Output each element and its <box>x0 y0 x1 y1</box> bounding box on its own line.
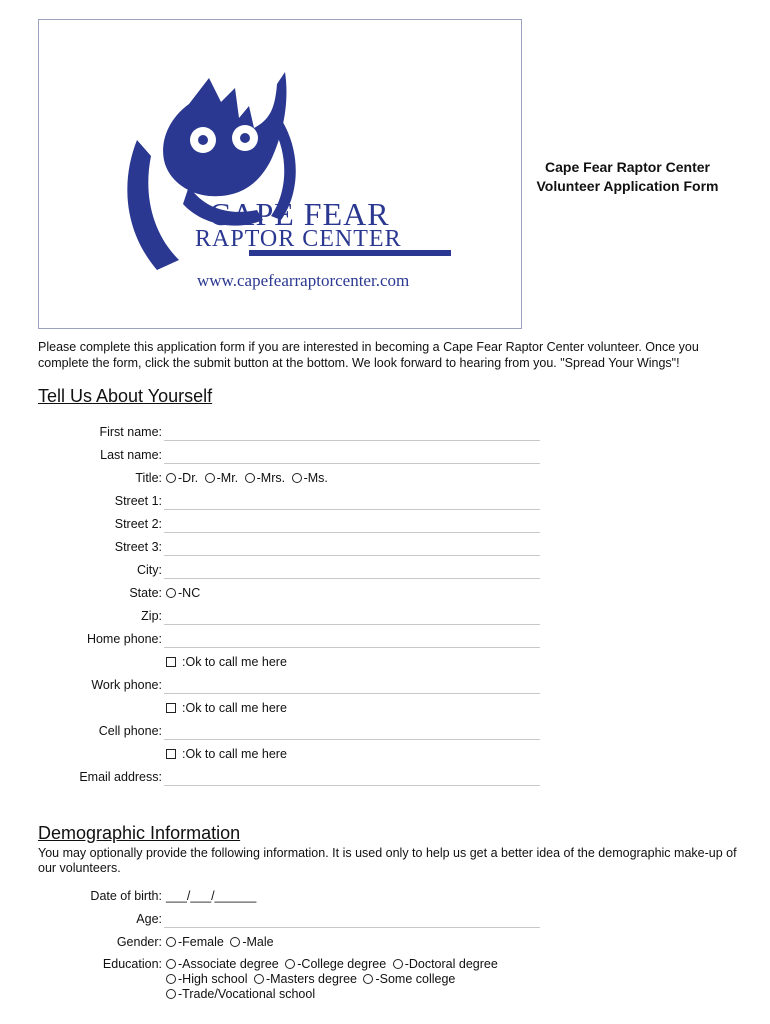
title-option-mrs[interactable]: -Mrs. <box>245 471 285 485</box>
checkbox-icon <box>166 749 176 759</box>
radio-icon <box>166 959 176 969</box>
first-name-row <box>0 423 770 445</box>
logo-url: www.capefearraptorcenter.com <box>197 271 410 290</box>
dob-row <box>0 887 770 909</box>
radio-icon <box>205 473 215 483</box>
education-option-associate[interactable]: -Associate degree <box>166 957 279 971</box>
form-title-line1: Cape Fear Raptor Center <box>545 159 710 175</box>
logo-box <box>38 19 522 329</box>
street3-field[interactable] <box>164 538 540 556</box>
gender-option-male[interactable]: -Male <box>230 935 273 949</box>
street2-field[interactable] <box>164 515 540 533</box>
title-label: Title: <box>135 471 162 485</box>
title-row <box>0 469 770 491</box>
title-option-dr[interactable]: -Dr. <box>166 471 198 485</box>
first-name-label: First name: <box>99 425 162 439</box>
logo-line2: RAPTOR CENTER <box>195 226 402 252</box>
home-ok-row <box>0 653 770 675</box>
gender-row <box>0 933 770 955</box>
first-name-field[interactable] <box>164 423 540 441</box>
checkbox-icon <box>166 657 176 667</box>
email-row <box>0 768 770 790</box>
age-row <box>0 910 770 932</box>
radio-icon <box>166 989 176 999</box>
education-options <box>166 957 501 1002</box>
dob-label: Date of birth: <box>90 889 162 903</box>
street1-row <box>0 492 770 514</box>
home-ok-checkbox[interactable]: :Ok to call me here <box>166 653 287 671</box>
education-option-highschool[interactable]: -High school <box>166 972 247 986</box>
email-field[interactable] <box>164 768 540 786</box>
demographic-note: You may optionally provide the following information. It is used only to help us get a better idea of the demographic make-up of our volunteers. <box>38 846 737 875</box>
street3-row <box>0 538 770 560</box>
title-options <box>166 469 331 487</box>
title-option-ms[interactable]: -Ms. <box>292 471 328 485</box>
education-label: Education: <box>102 957 162 971</box>
last-name-label: Last name: <box>100 448 162 462</box>
form-title <box>520 158 735 196</box>
checkbox-icon <box>166 703 176 713</box>
home-phone-field[interactable] <box>164 630 540 648</box>
state-options <box>166 584 203 602</box>
radio-icon <box>166 974 176 984</box>
work-ok-checkbox[interactable]: :Ok to call me here <box>166 699 287 717</box>
radio-icon <box>292 473 302 483</box>
state-label: State: <box>129 586 162 600</box>
state-row <box>0 584 770 606</box>
zip-label: Zip: <box>141 609 162 623</box>
education-option-somecollege[interactable]: -Some college <box>363 972 455 986</box>
age-label: Age: <box>136 912 162 926</box>
intro-text: Please complete this application form if you are interested in becoming a Cape Fear Raptor Center volunteer. Once you complete the form, click the submit button at the bottom. We look forward to hearing from you. "Spread Your Wings"! <box>38 340 699 370</box>
education-option-college[interactable]: -College degree <box>285 957 386 971</box>
home-phone-label: Home phone: <box>86 632 162 646</box>
zip-row <box>0 607 770 629</box>
street2-row <box>0 515 770 537</box>
street1-field[interactable] <box>164 492 540 510</box>
city-row <box>0 561 770 583</box>
email-label: Email address: <box>79 770 162 784</box>
radio-icon <box>363 974 373 984</box>
work-phone-field[interactable] <box>164 676 540 694</box>
education-option-masters[interactable]: -Masters degree <box>254 972 357 986</box>
cell-phone-row <box>0 722 770 744</box>
form-title-line2: Volunteer Application Form <box>536 178 719 194</box>
about-heading: Tell Us About Yourself <box>38 386 213 406</box>
radio-icon <box>254 974 264 984</box>
radio-icon <box>166 937 176 947</box>
last-name-field[interactable] <box>164 446 540 464</box>
last-name-row <box>0 446 770 468</box>
city-field[interactable] <box>164 561 540 579</box>
work-ok-row <box>0 699 770 721</box>
home-phone-row <box>0 630 770 652</box>
logo-line1: CAPE FEAR <box>209 196 390 232</box>
radio-icon <box>166 473 176 483</box>
dob-field[interactable]: ___/___/______ <box>166 889 257 903</box>
state-option-nc[interactable]: -NC <box>166 586 200 600</box>
gender-option-female[interactable]: -Female <box>166 935 224 949</box>
street3-label: Street 3: <box>114 540 162 554</box>
radio-icon <box>285 959 295 969</box>
age-field[interactable] <box>164 910 540 928</box>
street2-label: Street 2: <box>114 517 162 531</box>
city-label: City: <box>137 563 162 577</box>
education-option-doctoral[interactable]: -Doctoral degree <box>393 957 498 971</box>
cell-ok-checkbox[interactable]: :Ok to call me here <box>166 745 287 763</box>
demographic-heading: Demographic Information <box>38 823 241 843</box>
gender-label: Gender: <box>116 935 162 949</box>
cell-ok-row <box>0 745 770 767</box>
work-phone-row <box>0 676 770 698</box>
radio-icon <box>393 959 403 969</box>
gender-options <box>166 933 277 951</box>
education-option-trade[interactable]: -Trade/Vocational school <box>166 987 315 1001</box>
title-option-mr[interactable]: -Mr. <box>205 471 239 485</box>
cell-phone-field[interactable] <box>164 722 540 740</box>
work-phone-label: Work phone: <box>91 678 162 692</box>
zip-field[interactable] <box>164 607 540 625</box>
radio-icon <box>166 588 176 598</box>
radio-icon <box>245 473 255 483</box>
cell-phone-label: Cell phone: <box>98 724 162 738</box>
street1-label: Street 1: <box>114 494 162 508</box>
radio-icon <box>230 937 240 947</box>
